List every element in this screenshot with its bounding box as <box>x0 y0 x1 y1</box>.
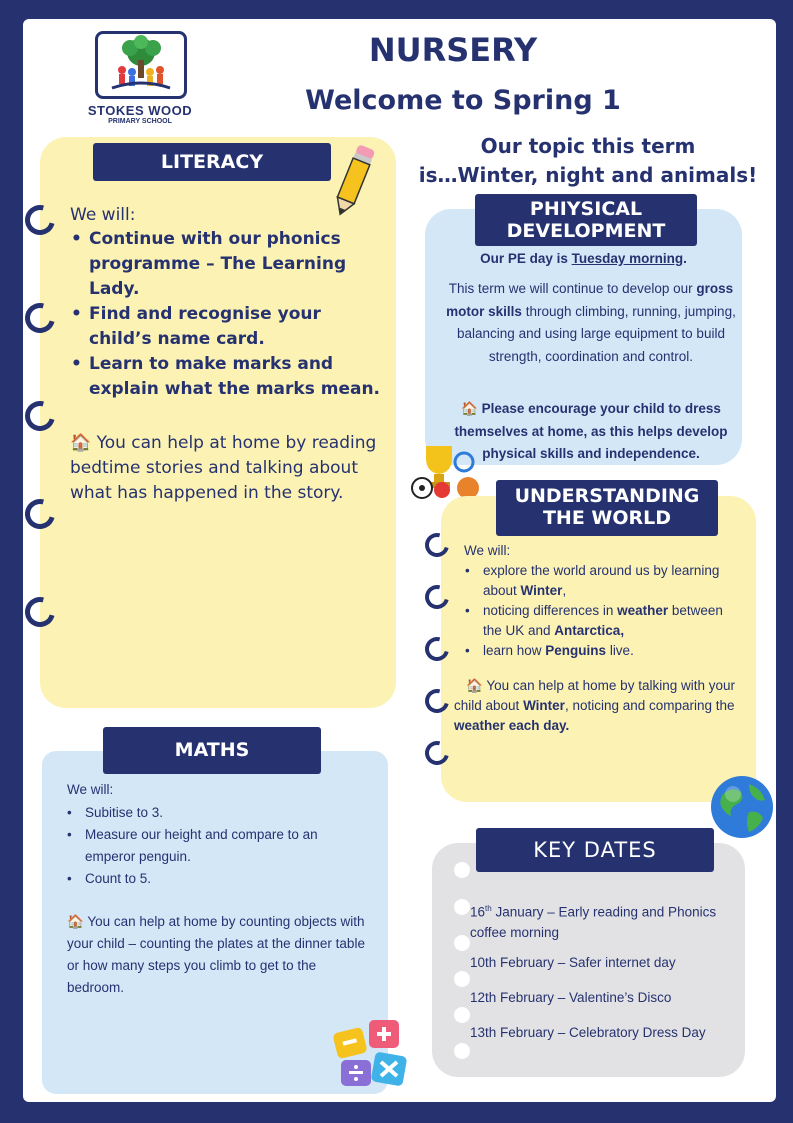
world-heading-line-1: UNDERSTANDING <box>514 485 700 507</box>
literacy-heading: LITERACY <box>93 143 331 181</box>
literacy-list <box>89 227 389 402</box>
maths-list <box>85 802 365 890</box>
list-item: • learn how Penguins live. <box>483 641 743 661</box>
world-heading <box>496 480 718 536</box>
maths-intro: We will: <box>67 782 114 797</box>
school-name: STOKES WOOD <box>87 103 193 118</box>
hole-icon <box>454 1043 470 1059</box>
physical-heading-line-2: DEVELOPMENT <box>506 220 666 242</box>
sports-trophy-icon <box>408 442 480 500</box>
pe-day: Our PE day is Tuesday morning. <box>480 251 687 266</box>
pe-day-value: Tuesday morning <box>571 251 684 266</box>
physical-heading <box>475 194 697 246</box>
maths-heading: MATHS <box>103 727 321 774</box>
school-logo <box>69 29 211 125</box>
physical-heading-line-1: PHIYSICAL <box>529 198 643 220</box>
list-item: • explore the world around us by learning about Winter, <box>483 561 743 601</box>
newsletter-page <box>23 19 776 1102</box>
world-intro: We will: <box>464 543 511 558</box>
list-item: • Measure our height and compare to an emperor penguin. <box>85 824 365 868</box>
list-item: • Learn to make marks and explain what the marks mean. <box>89 352 389 402</box>
topic-line-1: Our topic this term <box>480 134 696 158</box>
house-icon: 🏠 <box>461 401 478 416</box>
house-icon: 🏠 <box>67 914 84 929</box>
globe-icon <box>709 774 775 840</box>
key-dates-heading: KEY DATES <box>476 828 714 872</box>
home-tip-text: You can help at home by reading bedtime stories and talking about what has happened in the story. <box>70 433 377 503</box>
page-title: NURSERY <box>368 31 538 69</box>
list-item: • noticing differences in weather between the UK and Antarctica, <box>483 601 743 641</box>
hole-icon <box>454 862 470 878</box>
hole-icon <box>454 1007 470 1023</box>
maths-home-tip: 🏠 You can help at home by counting objects with your child – counting the plates at the dinner table or how many steps you climb to get to the bedroom. <box>67 914 365 995</box>
hole-icon <box>454 935 470 951</box>
key-date-2: 10th February – Safer internet day <box>470 955 676 970</box>
list-item: • Subitise to 3. <box>85 802 365 824</box>
school-subname: PRIMARY SCHOOL <box>108 118 172 125</box>
logo-frame <box>95 31 187 99</box>
literacy-intro: We will: <box>70 205 136 225</box>
key-date-3: 12th February – Valentine’s Disco <box>470 990 672 1005</box>
key-date-1: 16th January – Early reading and Phonics coffee morning <box>470 904 717 940</box>
list-item: • Count to 5. <box>85 868 365 890</box>
literacy-home-tip <box>70 431 390 506</box>
physical-home-tip: 🏠 Please encourage your child to dress themselves at home, as this helps develop physical skills and independence. <box>454 401 728 461</box>
world-list <box>483 561 743 661</box>
physical-body: This term we will continue to develop our gross motor skills through climbing, running, jumping, balancing and using large equipment to build strength, coordination and control. <box>446 281 736 364</box>
pencil-icon <box>329 139 379 221</box>
tree-icon <box>98 34 184 96</box>
key-date-4: 13th February – Celebratory Dress Day <box>470 1025 706 1040</box>
world-heading-line-2: THE WORLD <box>542 507 672 529</box>
world-home-tip: 🏠 You can help at home by talking with your child about Winter, noticing and comparing the weather each day. <box>454 678 735 733</box>
house-icon: 🏠 <box>466 678 483 693</box>
list-item: • Find and recognise your child’s name card. <box>89 302 389 352</box>
topic-line-2: is…Winter, night and animals! <box>418 163 758 187</box>
hole-icon <box>454 971 470 987</box>
math-symbols-icon <box>331 1016 413 1090</box>
list-item: • Continue with our phonics programme – The Learning Lady. <box>89 227 389 302</box>
house-icon: 🏠 <box>70 433 92 453</box>
page-subtitle: Welcome to Spring 1 <box>305 85 621 116</box>
hole-icon <box>454 899 470 915</box>
